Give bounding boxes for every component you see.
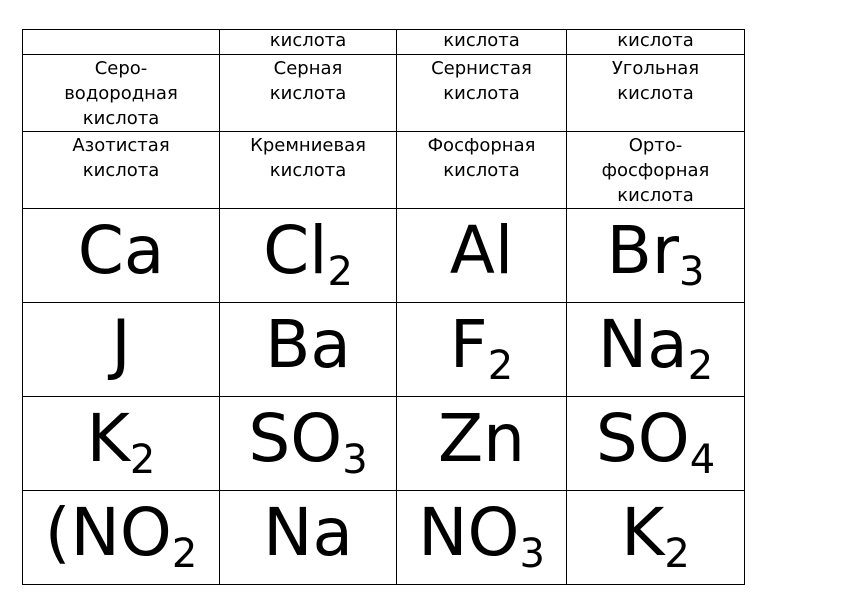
- acid-name-cell: [23, 132, 220, 209]
- formula-fragment: [111, 306, 130, 383]
- formula-fragment: [78, 212, 165, 289]
- formula-cell: [397, 209, 567, 303]
- formula-cell: [220, 491, 397, 585]
- formula-row: [23, 397, 745, 491]
- formula-fragment: [621, 494, 690, 577]
- formula-fragment: [248, 400, 368, 483]
- formula-subscript: 3: [678, 249, 705, 295]
- formula-subscript: 2: [327, 249, 353, 295]
- formula-cell: [220, 209, 397, 303]
- formula-cell: [397, 397, 567, 491]
- formula-cell: [567, 491, 745, 585]
- formula-symbol: K: [86, 400, 130, 477]
- header-cell-label: кислота: [617, 30, 694, 51]
- formula-symbol: Cl: [263, 212, 328, 289]
- formula-cell: [23, 303, 220, 397]
- formula-cell: [220, 303, 397, 397]
- acid-name-cell: [220, 132, 397, 209]
- formula-cell: [567, 209, 745, 303]
- acid-name-cell: [23, 55, 220, 132]
- header-cell-label: кислота: [269, 30, 347, 51]
- formula-fragment: [438, 400, 525, 477]
- acid-name-cell: [397, 55, 567, 132]
- formula-symbol: Zn: [437, 400, 526, 477]
- acid-name-row: [23, 55, 745, 132]
- header-row: [23, 30, 745, 55]
- formula-fragment: [44, 494, 198, 577]
- acid-name: Серная кислота: [269, 58, 347, 104]
- formula-fragment: [86, 400, 156, 483]
- header-cell-label: кислота: [443, 30, 520, 51]
- acid-name: Угольная кислота: [611, 58, 700, 104]
- formula-row: [23, 303, 745, 397]
- formula-symbol: Ba: [265, 306, 351, 383]
- formula-subscript: 3: [519, 531, 545, 577]
- formula-subscript: 4: [689, 437, 716, 483]
- formula-fragment: [449, 306, 514, 389]
- acid-name: Серо- водородная кислота: [64, 58, 178, 129]
- formula-symbol: SO: [595, 400, 690, 477]
- header-cell: [23, 30, 220, 55]
- formula-fragment: [263, 494, 353, 571]
- formula-fragment: [263, 212, 353, 295]
- formula-symbol: J: [111, 306, 131, 383]
- formula-fragment: [418, 494, 545, 577]
- formula-subscript: 2: [487, 343, 514, 389]
- formula-fragment: [595, 400, 716, 483]
- acid-name: Кремниевая кислота: [250, 135, 366, 181]
- formula-cell: [23, 209, 220, 303]
- acid-name: Сернистая кислота: [431, 58, 532, 104]
- formula-subscript: 2: [171, 531, 198, 577]
- formula-row: [23, 209, 745, 303]
- formula-row: [23, 491, 745, 585]
- acid-name-cell: [220, 55, 397, 132]
- acid-name: Азотистая кислота: [72, 135, 170, 181]
- formula-subscript: 3: [342, 437, 368, 483]
- acid-name-cell: [567, 55, 745, 132]
- formula-cell: [23, 397, 220, 491]
- formula-symbol: Na: [597, 306, 688, 383]
- acid-name: Орто- фосфорная кислота: [601, 135, 710, 206]
- acid-name-cell: [567, 132, 745, 209]
- formula-symbol: (NO: [44, 494, 172, 571]
- formula-cell: [220, 397, 397, 491]
- formula-cell: [397, 303, 567, 397]
- header-cell: [567, 30, 745, 55]
- header-cell: [397, 30, 567, 55]
- formula-subscript: 2: [687, 343, 714, 389]
- formula-fragment: [265, 306, 351, 383]
- formula-symbol: K: [621, 494, 665, 571]
- formula-cell: [397, 491, 567, 585]
- formula-symbol: Ca: [77, 212, 165, 289]
- acid-name: Фосфорная кислота: [427, 135, 536, 181]
- formula-cell: [567, 303, 745, 397]
- acid-name-cell: [397, 132, 567, 209]
- formula-symbol: Al: [449, 212, 514, 289]
- formula-fragment: [606, 212, 705, 295]
- formula-fragment: [450, 212, 514, 289]
- formula-symbol: SO: [248, 400, 343, 477]
- formula-subscript: 2: [129, 437, 156, 483]
- acid-name-row: [23, 132, 745, 209]
- acid-formula-table: [22, 29, 745, 585]
- formula-symbol: NO: [418, 494, 520, 571]
- formula-symbol: Br: [606, 212, 679, 289]
- formula-fragment: [597, 306, 714, 389]
- formula-symbol: Na: [263, 494, 353, 571]
- header-cell: [220, 30, 397, 55]
- formula-cell: [23, 491, 220, 585]
- formula-subscript: 2: [664, 531, 690, 577]
- formula-cell: [567, 397, 745, 491]
- formula-symbol: F: [449, 306, 488, 383]
